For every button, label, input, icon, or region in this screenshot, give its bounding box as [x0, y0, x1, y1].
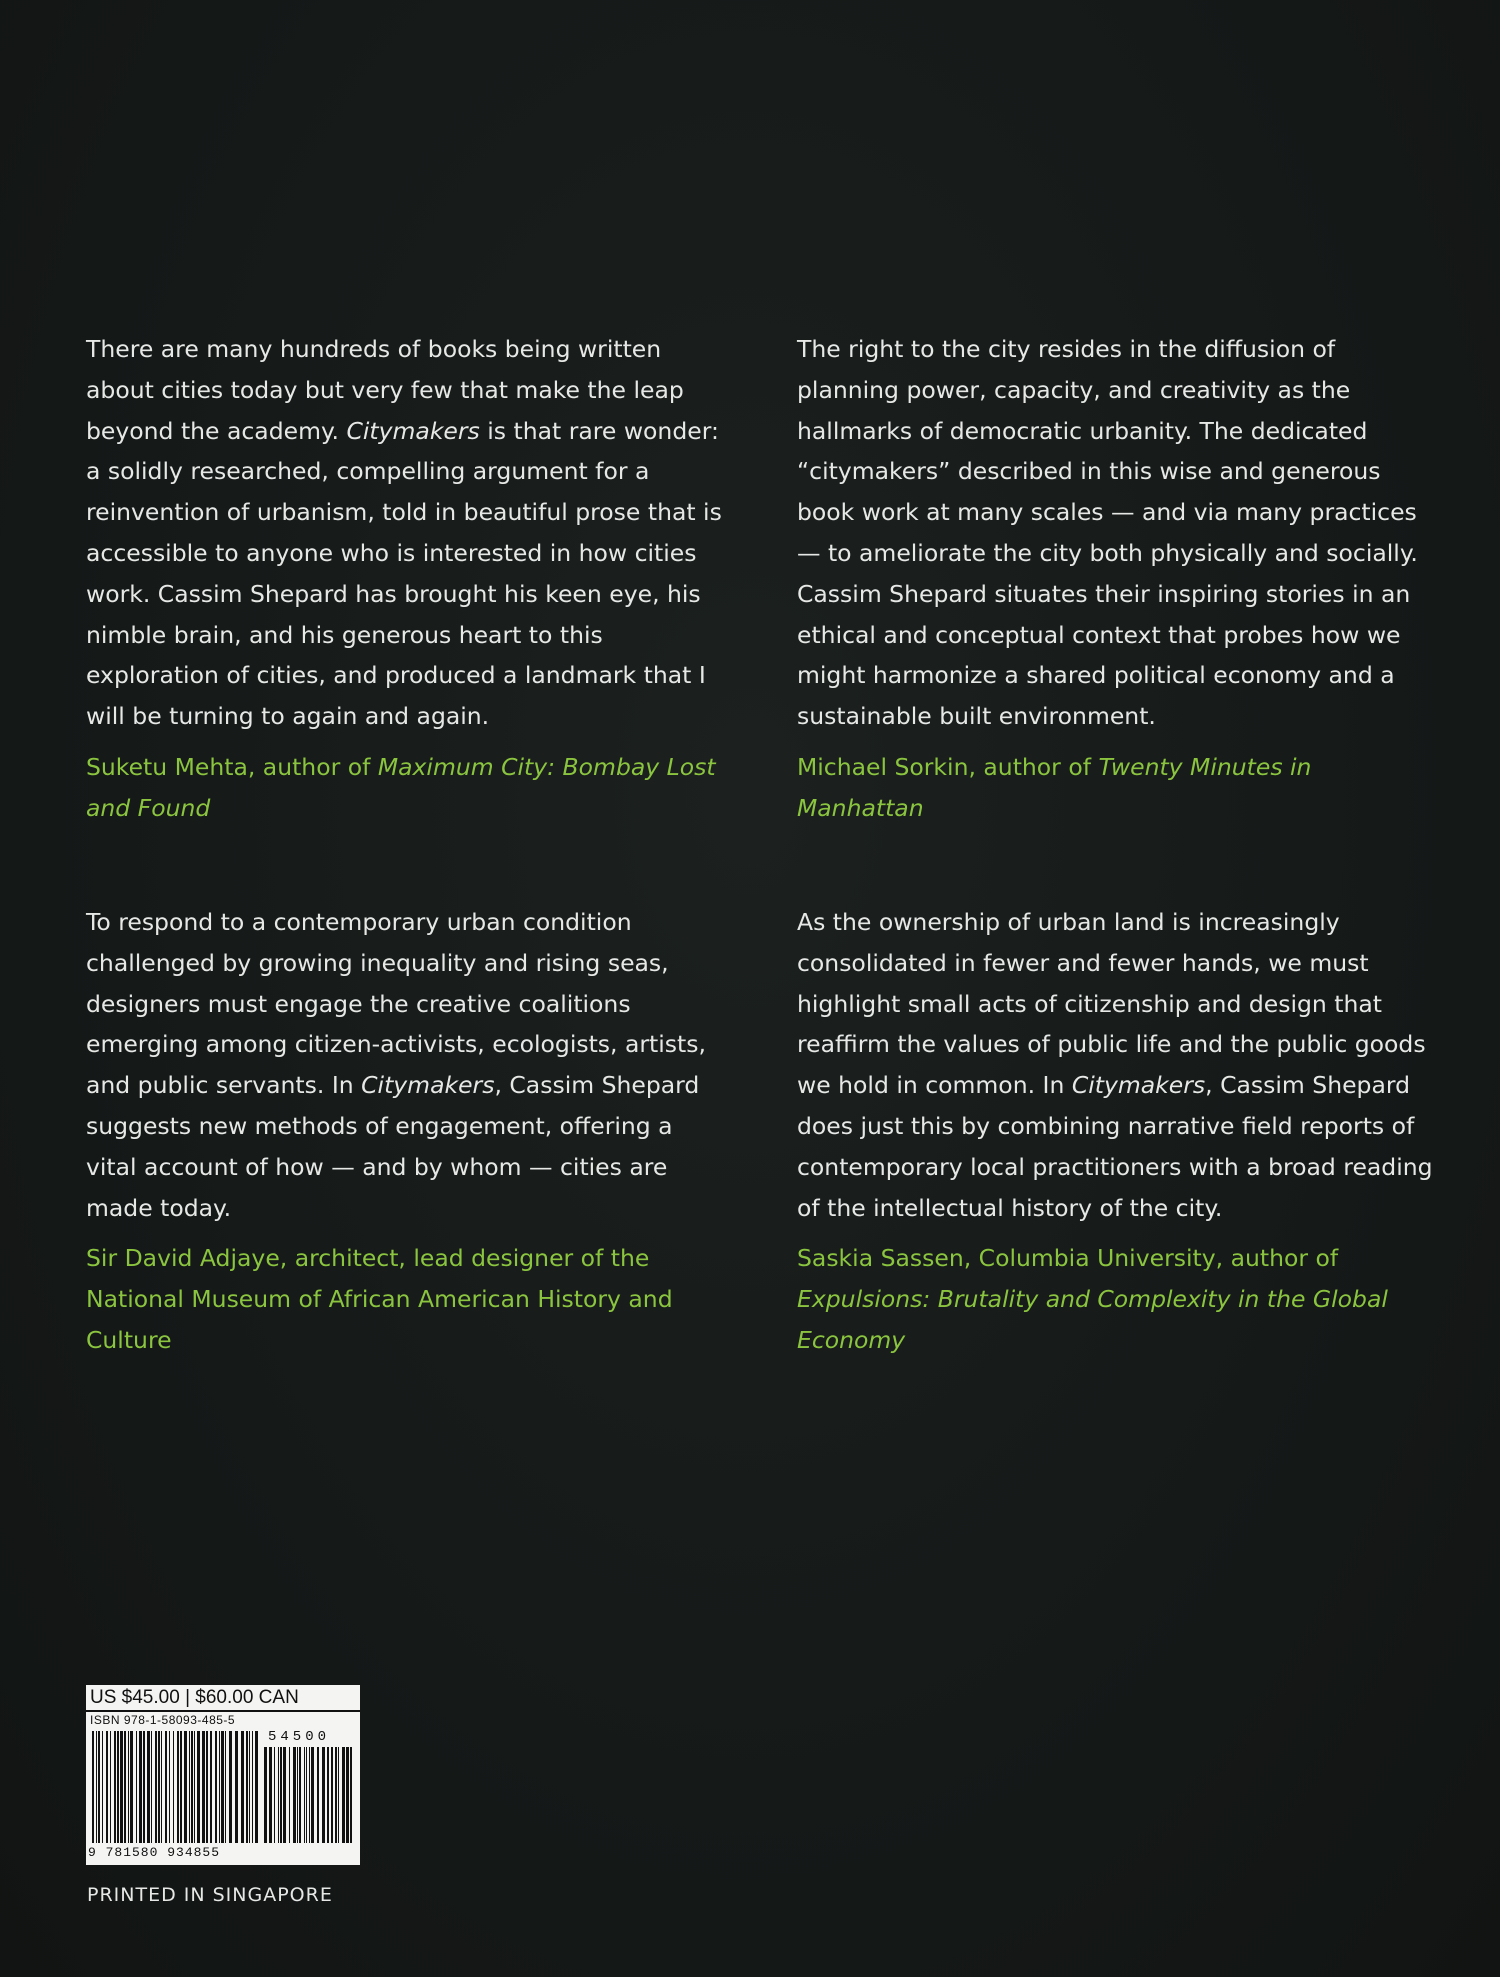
barcode-bar: [225, 1731, 226, 1843]
blurb-text: [86, 902, 706, 1228]
blurb-saskia-sassen: [797, 902, 1437, 1361]
barcode-bar: [189, 1731, 190, 1843]
barcode-bar: [210, 1731, 212, 1843]
attribution-name: Sir David Adjaye, architect, lead designer of the National Museum of African American History and Culture: [86, 1244, 673, 1354]
barcode-bar: [311, 1747, 314, 1843]
barcode-bar: [139, 1731, 142, 1843]
price-label: US $45.00 | $60.00 CAN: [90, 1687, 299, 1708]
printed-in-label: PRINTED IN SINGAPORE: [87, 1884, 333, 1906]
blurb-text: [86, 329, 726, 737]
barcode-bar: [309, 1747, 310, 1843]
barcode-bar: [322, 1747, 325, 1843]
barcode-bar: [128, 1731, 129, 1843]
barcode-bar: [130, 1731, 133, 1843]
barcode-bar: [350, 1747, 352, 1843]
barcode-bar: [106, 1731, 108, 1843]
barcode-bar: [180, 1731, 182, 1843]
barcode-bar: [114, 1731, 116, 1843]
barcode-bar: [98, 1731, 100, 1843]
barcode-bar: [327, 1747, 329, 1843]
barcode-bar: [278, 1747, 279, 1843]
attribution-name: Saskia Sassen, Columbia University, author of: [797, 1244, 1339, 1273]
ean-digits: 9 781580 934855: [88, 1845, 221, 1860]
barcode-bar: [221, 1731, 224, 1843]
attribution-book-title: Maximum City: Bombay Lost and Found: [86, 752, 716, 822]
barcode-bar: [92, 1731, 94, 1843]
barcode-bar: [219, 1731, 220, 1843]
book-title-italic: Citymakers: [1071, 1071, 1206, 1100]
blurb-text-part: To respond to a contemporary urban condition challenged by growing inequality and rising seas, designers must engage the creative coalitions emerging among citizen-activists, ecologists, artists, and public servants. In: [86, 908, 706, 1100]
attribution-book-title: Expulsions: Brutality and Complexity in the Global Economy: [797, 1285, 1388, 1354]
blurb-suketu-mehta: [86, 329, 726, 829]
blurb-michael-sorkin: [797, 329, 1437, 829]
barcode-bar: [177, 1731, 179, 1843]
barcode-bar: [280, 1747, 282, 1843]
barcode-label: [86, 1685, 360, 1865]
barcode-bar: [274, 1747, 275, 1843]
barcode-bar: [331, 1747, 333, 1843]
barcode-bar: [269, 1747, 272, 1843]
barcode-bar: [289, 1747, 290, 1843]
barcode-bar: [246, 1731, 248, 1843]
barcode-bar: [184, 1731, 187, 1843]
barcode-bar: [215, 1731, 217, 1843]
barcode-bar: [283, 1747, 286, 1843]
blurb-text-part: The right to the city resides in the diffusion of planning power, capacity, and creativity as the hallmarks of democratic urbanity. The dedicated “citymakers” described in this wise and generous book work at many scales — and via many practices — to ameliorate the city both physically and socially. Cassim Shepard situates their inspiring stories in an ethical and conceptual context that probes how we might harmonize a shared political economy and a sustainable built environment.: [797, 335, 1418, 731]
barcode-bar: [229, 1731, 232, 1843]
barcode-bar: [249, 1731, 250, 1843]
barcode-bar: [202, 1731, 205, 1843]
addon-barcode-bars-icon: [264, 1747, 354, 1843]
barcode-bar: [299, 1747, 301, 1843]
barcode-bar: [346, 1747, 349, 1843]
barcode-bar: [165, 1731, 167, 1843]
barcode-bar: [338, 1747, 339, 1843]
blurb-text: [797, 329, 1437, 737]
blurb-david-adjaye: [86, 902, 706, 1361]
barcode-bar: [117, 1731, 119, 1843]
barcode-bar: [120, 1731, 123, 1843]
barcode-bar: [143, 1731, 145, 1843]
barcode-bar: [335, 1747, 337, 1843]
barcode-bar: [161, 1731, 162, 1843]
attribution-name: Suketu Mehta, author of: [86, 752, 378, 781]
barcode-bar: [197, 1731, 200, 1843]
blurb-attribution: [797, 747, 1437, 829]
blurb-text-part: is that rare wonder: a solidly researched, compelling argument for a reinvention of urbanism, told in beautiful prose that is accessible to anyone who is interested in how cities work. Cassim Shepard has brought his keen eye, his nimble brain, and his generous heart to this exploration of cities, and produced a landmark that I will be turning to again and again.: [86, 416, 722, 731]
barcode-bar: [293, 1747, 296, 1843]
barcode-bar: [102, 1731, 103, 1843]
blurb-attribution: [797, 1238, 1437, 1360]
barcode-bar: [206, 1731, 208, 1843]
blurb-attribution: [86, 747, 726, 829]
barcode-bar: [173, 1731, 174, 1843]
barcode-bar: [147, 1731, 150, 1843]
barcode-bar: [235, 1731, 238, 1843]
barcode-bar: [158, 1731, 160, 1843]
addon-digits: 54500: [268, 1729, 331, 1745]
blurb-text-part: As the ownership of urban land is increasingly consolidated in fewer and fewer hands, we must highlight small acts of citizenship and design that reaffirm the values of public life and the public goods we hold in common. In: [797, 908, 1426, 1100]
barcode-bar: [169, 1731, 170, 1843]
barcode-bar: [252, 1731, 253, 1843]
barcode-bar: [191, 1731, 193, 1843]
blurb-text-part: , Cassim Shepard does just this by combining narrative field reports of contemporary local practitioners with a broad reading of the intellectual history of the city.: [797, 1071, 1433, 1222]
blurb-text-part: There are many hundreds of books being written about cities today but very few that make the leap beyond the academy.: [86, 335, 684, 445]
barcode-bar: [264, 1747, 267, 1843]
barcode-bars-icon: [92, 1731, 258, 1843]
blurb-text-part: , Cassim Shepard suggests new methods of engagement, offering a vital account of how — and by whom — cities are made today.: [86, 1071, 700, 1222]
barcode-bar: [151, 1731, 152, 1843]
price-divider: [86, 1710, 360, 1712]
barcode-bar: [155, 1731, 157, 1843]
isbn-number: ISBN 978-1-58093-485-5: [90, 1713, 236, 1727]
barcode-bar: [304, 1747, 305, 1843]
barcode-bar: [241, 1731, 244, 1843]
blurb-attribution: [86, 1238, 706, 1360]
barcode-bar: [110, 1731, 111, 1843]
book-title-italic: Citymakers: [346, 416, 480, 445]
attribution-name: Michael Sorkin, author of: [797, 752, 1099, 781]
book-title-italic: Citymakers: [361, 1071, 495, 1100]
barcode-bar: [342, 1747, 345, 1843]
barcode-bar: [136, 1731, 137, 1843]
barcode-bar: [317, 1747, 319, 1843]
barcode-bar: [306, 1747, 307, 1843]
barcode-bar: [124, 1731, 126, 1843]
barcode-bar: [194, 1731, 195, 1843]
barcode-bar: [96, 1731, 97, 1843]
attribution-book-title: Twenty Minutes in Manhattan: [797, 752, 1312, 822]
barcode-bar: [297, 1747, 298, 1843]
barcode-bar: [255, 1731, 258, 1843]
blurb-text: [797, 902, 1437, 1228]
